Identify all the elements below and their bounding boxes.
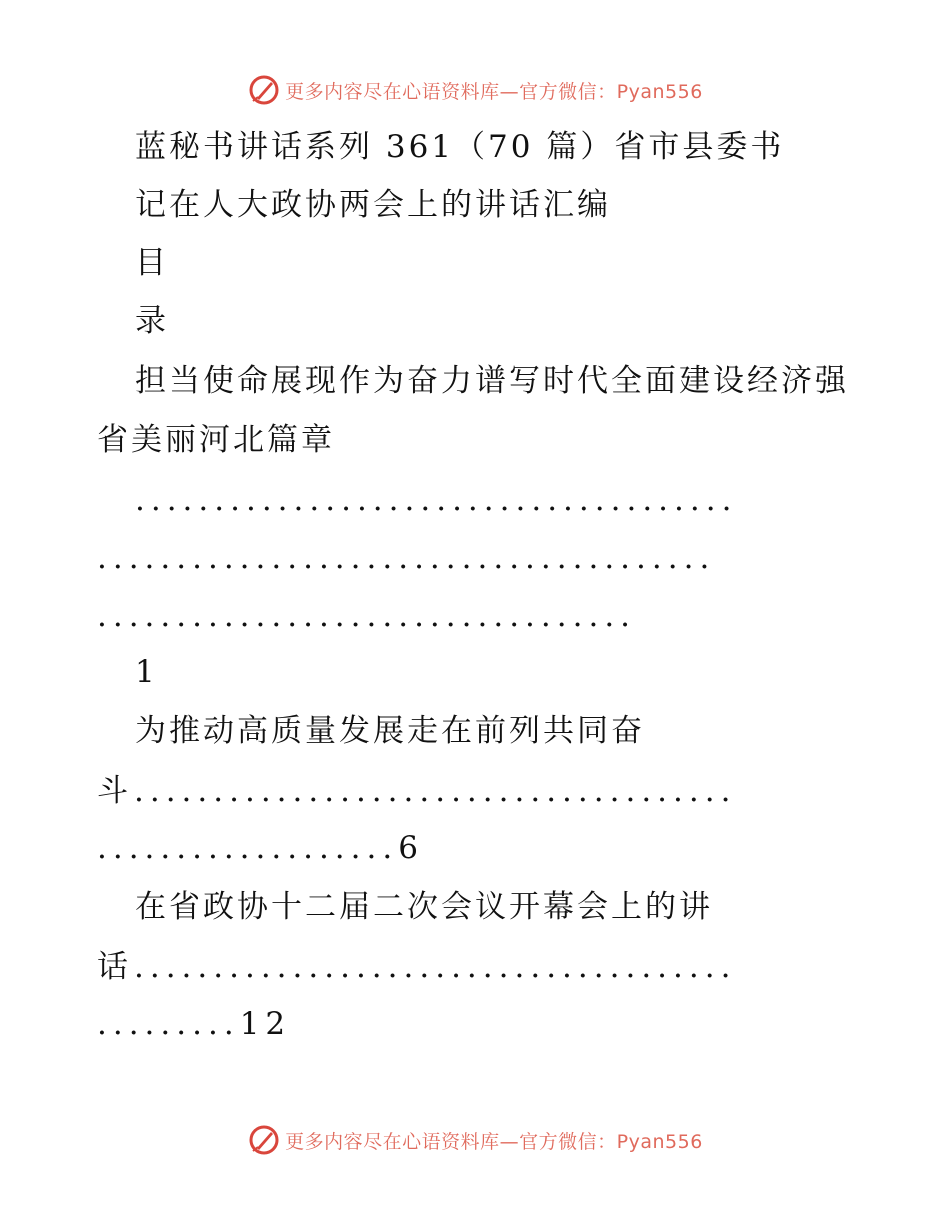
toc-entry-3-leader-1: ...................................... [134, 949, 737, 985]
toc-entry-2-title-tail: 斗 [97, 773, 134, 809]
toc-entry-2-leader-1: ...................................... [134, 773, 737, 809]
toc-entry-3-title-line-1: 在省政协十二届二次会议开幕会上的讲 [135, 889, 713, 925]
quill-pen-circle-icon [247, 1123, 281, 1157]
toc-entry-3-title-line-2 [97, 947, 857, 987]
toc-entry-3-leader-line-2 [97, 1004, 857, 1044]
toc-heading-lu: 录 [135, 303, 169, 339]
toc-entry-2-leader-2: ................... [97, 830, 399, 866]
footer-watermark [0, 1120, 950, 1160]
watermark-text: 更多内容尽在心语资料库—官方微信：Pyan556 [285, 80, 703, 103]
toc-entry-1-leader-2: ....................................... [97, 540, 716, 576]
header-watermark [0, 70, 950, 110]
toc-entry-2-title-line-1: 为推动高质量发展走在前列共同奋 [135, 713, 645, 749]
toc-entry-2-title-line-2 [97, 771, 857, 811]
toc-entry-3-title-tail: 话 [97, 949, 134, 985]
toc-entry-1-leader-3: .................................. [97, 598, 637, 634]
toc-entry-3-leader-2: ......... [97, 1006, 240, 1042]
document-title-line-2: 记在人大政协两会上的讲话汇编 [135, 187, 611, 223]
quill-pen-circle-icon [247, 73, 281, 107]
watermark-text: 更多内容尽在心语资料库—官方微信：Pyan556 [285, 1130, 703, 1153]
toc-entry-1-title-line-1: 担当使命展现作为奋力谱写时代全面建设经济强 [135, 363, 849, 399]
toc-entry-3-page: 12 [239, 1006, 292, 1042]
toc-entry-1-title-line-2: 省美丽河北篇章 [97, 422, 335, 458]
toc-entry-1-leader-1: ...................................... [135, 482, 738, 518]
document-title-line-1: 蓝秘书讲话系列 361（70 篇）省市县委书 [135, 129, 785, 165]
toc-entry-1-page: 1 [135, 654, 158, 690]
toc-entry-2-leader-line-2 [97, 828, 857, 868]
toc-heading-mu: 目 [135, 245, 169, 281]
toc-entry-2-page: 6 [398, 830, 424, 866]
